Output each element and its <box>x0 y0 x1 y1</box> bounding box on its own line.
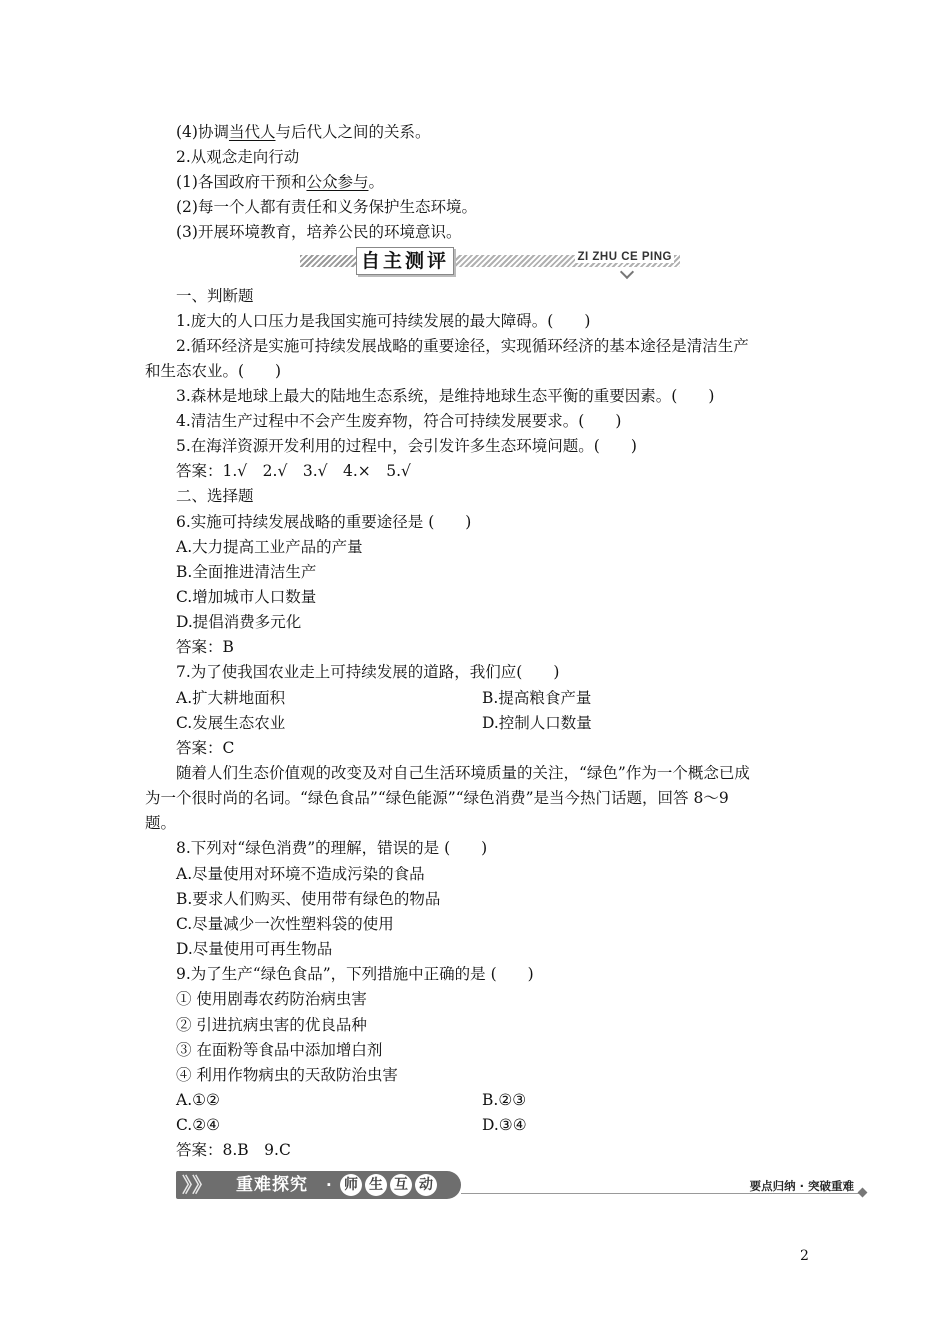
choice-q9-option-d: D.③④ <box>482 1116 527 1134</box>
choice-q8: 8.下列对“绿色消费”的理解，错误的是 ( ) <box>176 839 488 857</box>
intro-line-3 <box>176 171 384 193</box>
choice-q9-item-4: ④ 利用作物病虫的天敌防治虫害 <box>176 1066 398 1084</box>
banner-circle-char: 生 <box>365 1174 387 1196</box>
underlined-term: 当代人 <box>228 123 276 141</box>
choice-q7-option-b: B.提高粮食产量 <box>482 689 592 707</box>
choice-q7-option-d: D.控制人口数量 <box>482 714 592 732</box>
page-number: 2 <box>800 1248 809 1264</box>
choice-q6-option-d: D.提倡消费多元化 <box>176 613 302 631</box>
underlined-term: 公众参与 <box>306 173 369 191</box>
text: 与后代人之间的关系。 <box>275 123 431 141</box>
section-banner-self-test <box>300 247 680 275</box>
choice-q7-answer: 答案：C <box>176 739 235 757</box>
banner-title: 自主测评 <box>360 250 449 272</box>
passage-line-3: 题。 <box>145 814 177 832</box>
passage-line-2: 为一个很时尚的名词。“绿色食品”“绿色能源”“绿色消费”是当今热门话题，回答 8～9 <box>145 789 729 807</box>
judge-q1: 1.庞大的人口压力是我国实施可持续发展的最大障碍。( ) <box>176 312 591 330</box>
choice-q9-item-2: ② 引进抗病虫害的优良品种 <box>176 1016 367 1034</box>
judge-q2-line2: 和生态农业。( ) <box>145 362 282 380</box>
banner-circle-char: 互 <box>390 1174 412 1196</box>
choice-q8-option-d: D.尽量使用可再生物品 <box>176 940 333 958</box>
choice-heading: 二、选择题 <box>176 487 254 505</box>
banner-pinyin: ZI ZHU CE PING <box>577 251 672 263</box>
choice-q9: 9.为了生产“绿色食品”，下列措施中正确的是 ( ) <box>176 965 534 983</box>
passage-line-1: 随着人们生态价值观的改变及对自己生活环境质量的关注，“绿色”作为一个概念已成 <box>176 764 750 782</box>
section-banner-key-points <box>176 1171 868 1199</box>
banner-stripe-left <box>300 255 358 267</box>
choice-q7: 7.为了使我国农业走上可持续发展的道路，我们应( ) <box>176 663 560 681</box>
choice-q7-option-a: A.扩大耕地面积 <box>176 689 286 707</box>
choice-q9-option-b: B.②③ <box>482 1091 527 1109</box>
choice-q6-option-b: B.全面推进清洁生产 <box>176 563 317 581</box>
chevron-down-icon <box>620 265 634 279</box>
choice-q6: 6.实施可持续发展战略的重要途径是 ( ) <box>176 513 472 531</box>
choice-q9-option-c: C.②④ <box>176 1116 221 1134</box>
choice-q9-item-3: ③ 在面粉等食品中添加增白剂 <box>176 1041 383 1059</box>
intro-line-2: 2.从观念走向行动 <box>176 148 300 166</box>
choice-q7-option-c: C.发展生态农业 <box>176 714 286 732</box>
diamond-icon <box>858 1188 868 1198</box>
choice-q9-option-a: A.①② <box>176 1091 220 1109</box>
judge-heading: 一、判断题 <box>176 287 254 305</box>
judge-q3: 3.森林是地球上最大的陆地生态系统，是维持地球生态平衡的重要因素。( ) <box>176 387 715 405</box>
choice-q8-option-c: C.尽量减少一次性塑料袋的使用 <box>176 915 394 933</box>
choice-q8-option-a: A.尽量使用对环境不造成污染的食品 <box>176 865 425 883</box>
choice-q8-option-b: B.要求人们购买、使用带有绿色的物品 <box>176 890 441 908</box>
choice-q6-answer: 答案：B <box>176 638 234 656</box>
double-chevron-right-icon: 》》 <box>182 1173 212 1197</box>
banner-circle-char: 动 <box>415 1174 437 1196</box>
judge-answer: 答案：1.√ 2.√ 3.√ 4.× 5.√ <box>176 462 411 480</box>
banner-separator: · <box>326 1176 332 1194</box>
text: (1)各国政府干预和 <box>176 173 307 191</box>
text: 。 <box>368 173 384 191</box>
intro-line-5: (3)开展环境教育，培养公民的环境意识。 <box>176 223 462 241</box>
choice-q6-option-a: A.大力提高工业产品的产量 <box>176 538 363 556</box>
intro-line-4: (2)每一个人都有责任和义务保护生态环境。 <box>176 198 477 216</box>
judge-q5: 5.在海洋资源开发利用的过程中，会引发许多生态环境问题。( ) <box>176 437 637 455</box>
banner-title-box <box>356 247 454 275</box>
judge-q2-line1: 2.循环经济是实施可持续发展战略的重要途径，实现循环经济的基本途径是清洁生产 <box>176 337 749 355</box>
intro-line-1 <box>176 121 431 143</box>
banner-circle-group <box>340 1174 437 1196</box>
banner-circle-char: 师 <box>340 1174 362 1196</box>
choice-q89-answer: 答案：8.B 9.C <box>176 1141 291 1159</box>
banner-subtitle: 要点归纳 · 突破重难 <box>749 1179 854 1193</box>
judge-q4: 4.清洁生产过程中不会产生废弃物，符合可持续发展要求。( ) <box>176 412 622 430</box>
banner-title: 重难探究 <box>236 1175 308 1195</box>
choice-q6-option-c: C.增加城市人口数量 <box>176 588 317 606</box>
text: (4)协调 <box>176 123 229 141</box>
choice-q9-item-1: ① 使用剧毒农药防治病虫害 <box>176 990 367 1008</box>
